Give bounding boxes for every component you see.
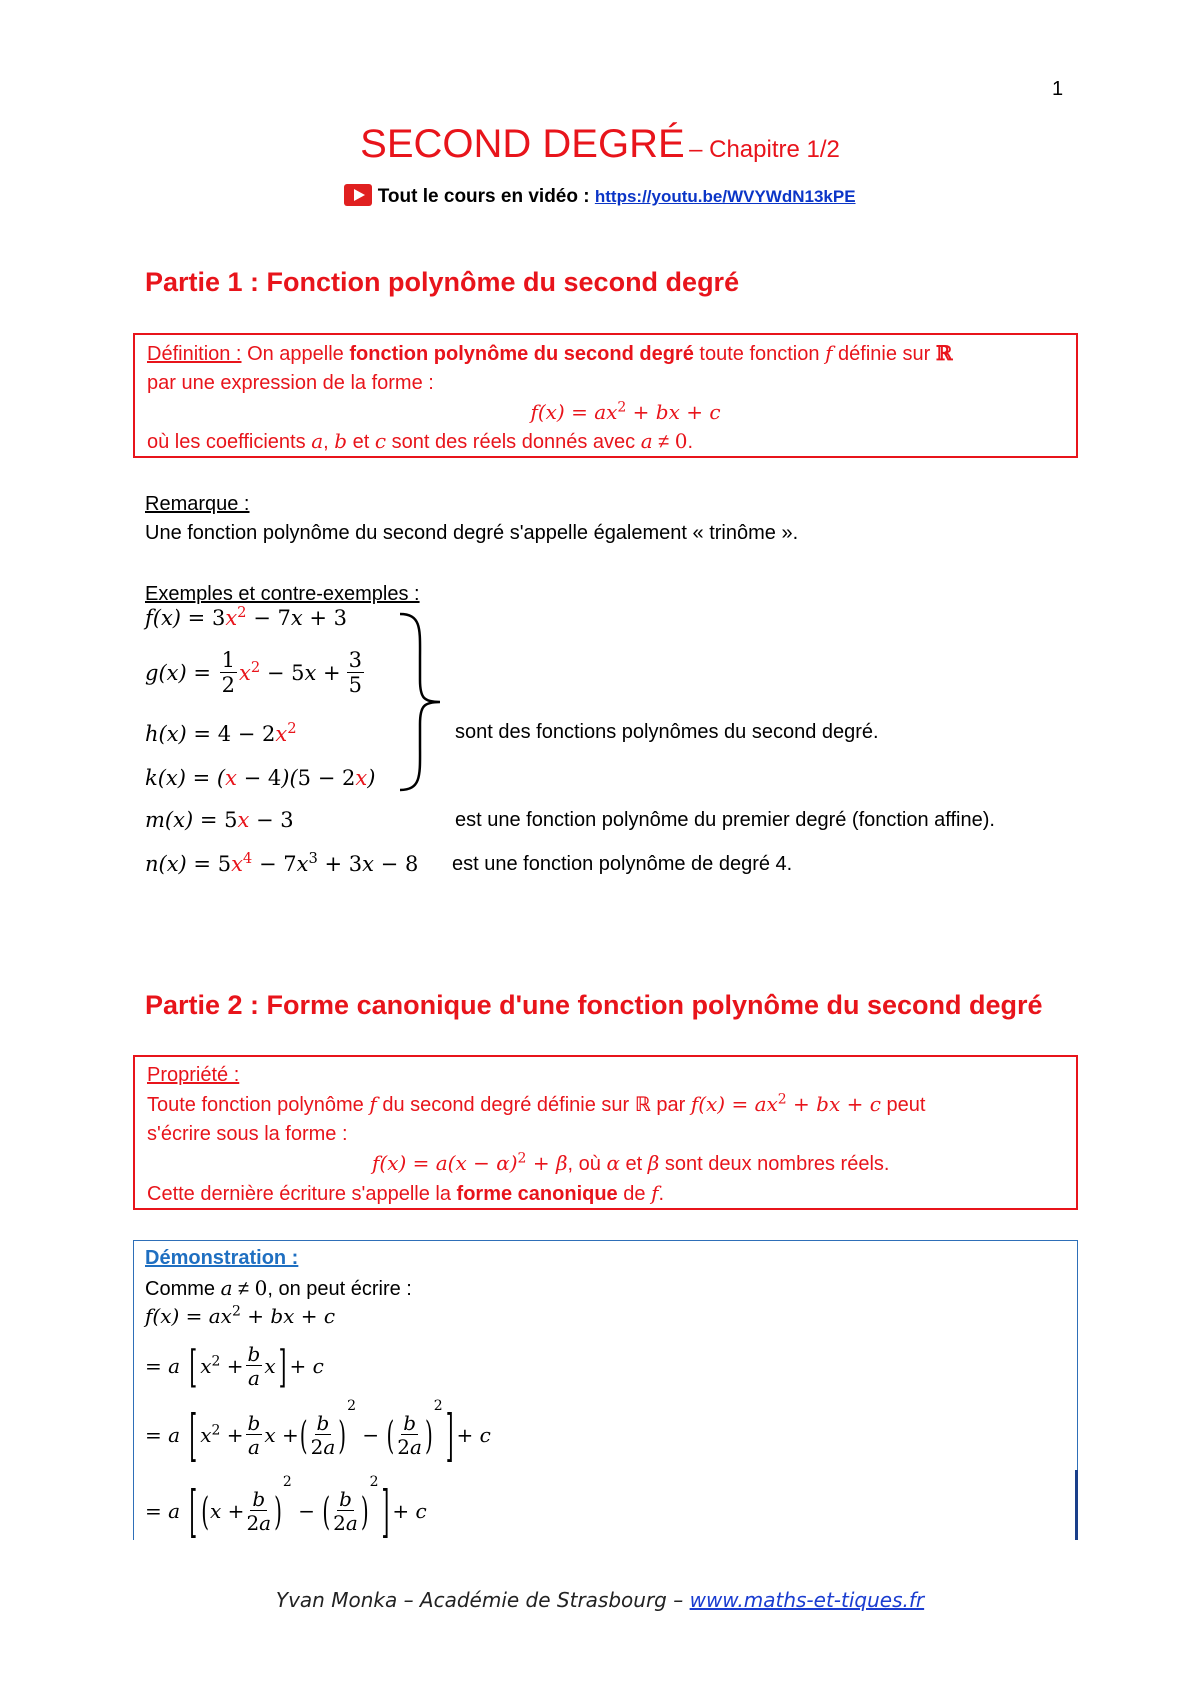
- page-number: 1: [1052, 78, 1064, 100]
- page-title: [0, 122, 1200, 167]
- example-h: $h(x) = 4 - 2x^2$: [145, 720, 297, 746]
- footer-author: Yvan Monka – Académie de Strasbourg –: [275, 1588, 684, 1612]
- demonstration-label: Démonstration :: [145, 1247, 299, 1269]
- remark: [145, 490, 798, 548]
- definition-line2: par une expression de la forme :: [147, 372, 434, 394]
- definition-bold: fonction polynôme du second degré: [349, 343, 694, 365]
- video-link[interactable]: https://youtu.be/WVYWdN13kPE: [594, 187, 856, 206]
- example-n: $n(x) = 5x^4 - 7x^3 + 3x - 8$: [145, 850, 419, 876]
- video-line: [0, 184, 1200, 208]
- footer: [0, 1588, 1200, 1612]
- title-sub: – Chapitre 1/2: [689, 136, 840, 163]
- definition-line1: Définition : On appelle fonction polynôme du second degré toute fonction f définie sur ℝ: [147, 341, 953, 365]
- definition-line3: où les coefficients a, b et c sont des réels donnés avec a ≠ 0.: [147, 429, 694, 453]
- part2-heading: Partie 2 : Forme canonique d'une fonction polynôme du second degré: [145, 990, 1043, 1020]
- demo-step2: = a [ $x^2$ + $\frac{b}{a}$ x ] + c: [145, 1339, 324, 1393]
- examples-label: Exemples et contre-exemples :: [145, 583, 420, 605]
- property-label: Propriété :: [147, 1064, 240, 1086]
- definition-formula: $f(x) = ax^2$ + bx + c: [530, 399, 721, 424]
- demo-step1: $f(x) = ax^2$ + bx + c: [145, 1303, 336, 1328]
- example-f: $f(x) = 3x^2 - 7x + 3$: [145, 604, 348, 630]
- brace-text: sont des fonctions polynômes du second degré.: [455, 721, 879, 743]
- example-m-text: est une fonction polynôme du premier degré (fonction affine).: [455, 809, 995, 831]
- demo-step4: = a [ ( x + $\frac{b}{2a}$ ) 2 − ( $\frac{b}{2a}$ ) 2 ] + c: [145, 1474, 427, 1545]
- youtube-play-icon: [344, 184, 372, 206]
- property-box: [133, 1055, 1078, 1210]
- property-formula: $f(x) = a(x - \alpha)^2 + \beta$, où α et β sont deux nombres réels.: [372, 1150, 890, 1175]
- property-line2: s'écrire sous la forme :: [147, 1123, 348, 1145]
- property-line1: Toute fonction polynôme f du second degré définie sur ℝ par $f(x) = ax^2$ + bx + c peut: [147, 1091, 926, 1116]
- property-line4: Cette dernière écriture s'appelle la forme canonique de f.: [147, 1181, 665, 1205]
- demo-line1: Comme a ≠ 0, on peut écrire :: [145, 1276, 412, 1300]
- demo-step3: = a [ $x^2$ + $\frac{b}{a}$ x + ( $\frac{b}{2a}$ ) 2 − ( $\frac{b}{2a}$ ) 2 ] + c: [145, 1398, 491, 1469]
- example-k: k(x) = (x − 4)(5 − 2x): [145, 766, 376, 790]
- footer-link[interactable]: www.maths-et-tiques.fr: [689, 1588, 925, 1612]
- remark-text: Une fonction polynôme du second degré s'appelle également « trinôme ».: [145, 522, 799, 544]
- title-main: SECOND DEGRÉ: [360, 122, 685, 166]
- video-label: Tout le cours en vidéo :: [377, 186, 590, 207]
- remark-label: Remarque :: [145, 493, 250, 515]
- brace-icon: [396, 610, 446, 794]
- example-n-text: est une fonction polynôme de degré 4.: [452, 853, 793, 875]
- example-g: g(x) = $\frac{1}{2}$ $x^2 - 5x$ + $\frac{3}{5}$: [145, 648, 363, 697]
- definition-box: [133, 333, 1078, 458]
- example-m: m(x) = 5x − 3: [145, 808, 294, 832]
- part1-heading: Partie 1 : Fonction polynôme du second degré: [145, 267, 740, 297]
- definition-label: Définition :: [147, 343, 242, 365]
